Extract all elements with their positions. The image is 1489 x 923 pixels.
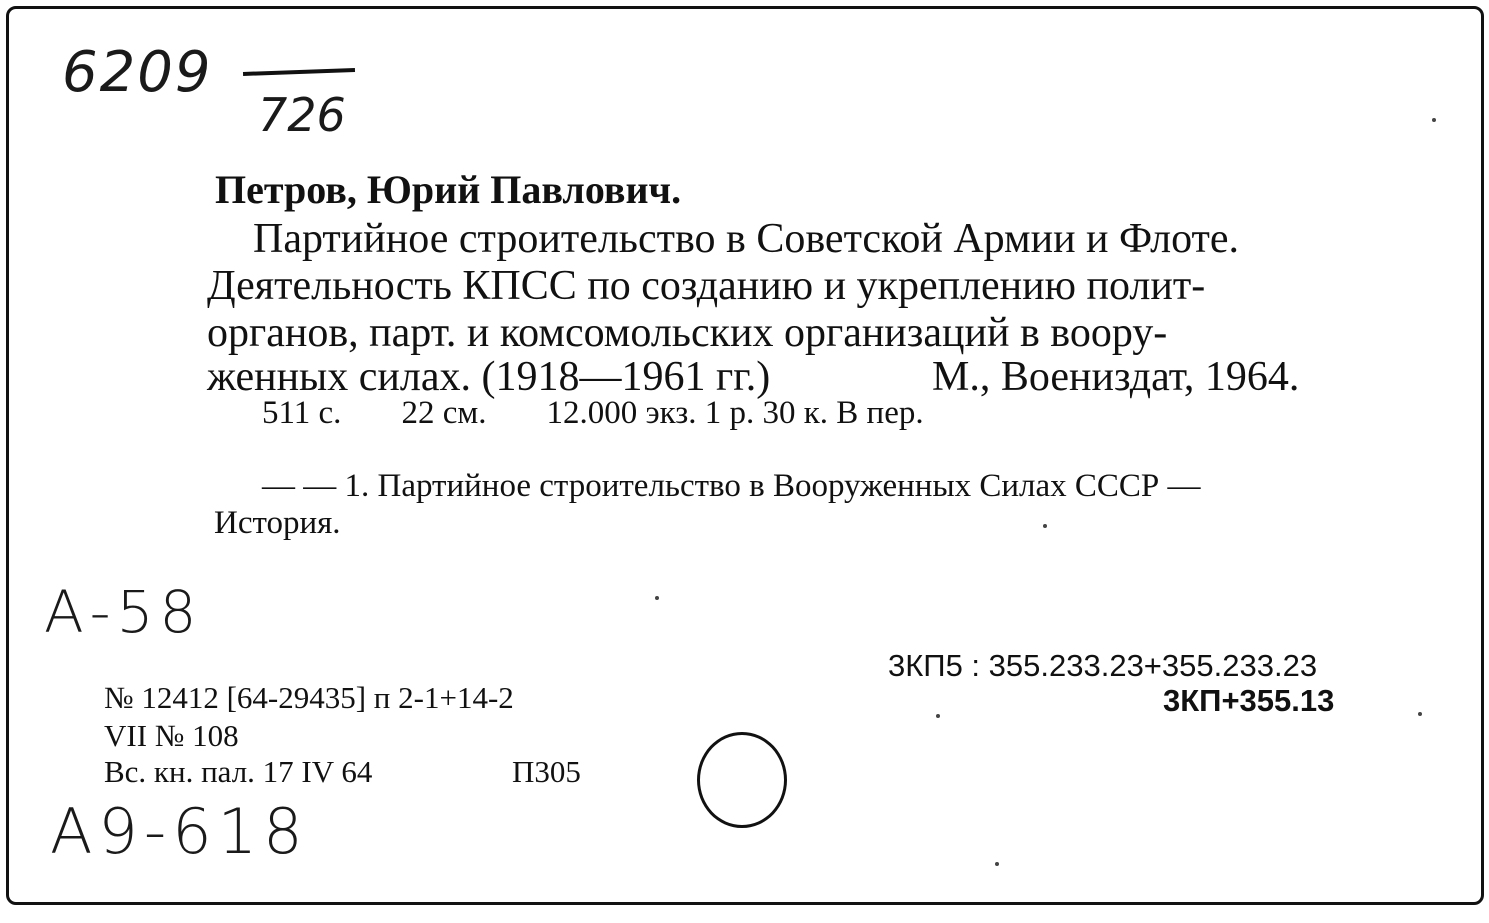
speck	[936, 714, 940, 718]
handwritten-call-number-top: 6209	[62, 40, 213, 105]
speck	[655, 596, 659, 600]
author-heading: Петров, Юрий Павлович.	[215, 167, 682, 212]
print-run-price: 12.000 экз. 1 р. 30 к. В пер.	[546, 395, 924, 431]
volume-number-line: VII № 108	[104, 718, 239, 753]
book-chamber-line: Вс. кн. пал. 17 IV 64	[104, 754, 373, 789]
physical-description	[262, 395, 924, 432]
title-line-2: Деятельность КПСС по созданию и укреплению полит-	[207, 263, 1206, 309]
speck	[1043, 524, 1047, 528]
handwritten-shelf-mark-2: А9-618	[50, 795, 309, 868]
subject-heading-line-2: История.	[214, 505, 341, 541]
subject-heading-line-1: — — 1. Партийное строительство в Вооруженных Силах СССР —	[262, 468, 1201, 504]
imprint: М., Воениздат, 1964.	[932, 354, 1300, 400]
classification-line-1: 3КП5 : 355.233.23+355.233.23	[888, 648, 1318, 683]
speck	[1432, 118, 1436, 122]
speck	[995, 862, 999, 866]
page-count: 511 с.	[262, 395, 342, 431]
handwritten-shelf-mark-1: А-58	[44, 578, 203, 646]
record-number-line: № 12412 [64-29435] п 2-1+14-2	[104, 680, 514, 715]
punch-hole	[697, 732, 787, 828]
title-line-1: Партийное строительство в Советской Армии и Флоте.	[253, 216, 1240, 262]
card-size: 22 см.	[401, 395, 487, 431]
title-line-4: женных силах. (1918—1961 гг.)	[207, 354, 771, 400]
handwritten-call-number-bottom: 726	[258, 88, 346, 142]
printing-code: П305	[512, 754, 581, 789]
speck	[1418, 712, 1422, 716]
classification-line-2: 3КП+355.13	[1163, 683, 1335, 718]
title-line-3: органов, парт. и комсомольских организаций в воору-	[207, 310, 1168, 356]
